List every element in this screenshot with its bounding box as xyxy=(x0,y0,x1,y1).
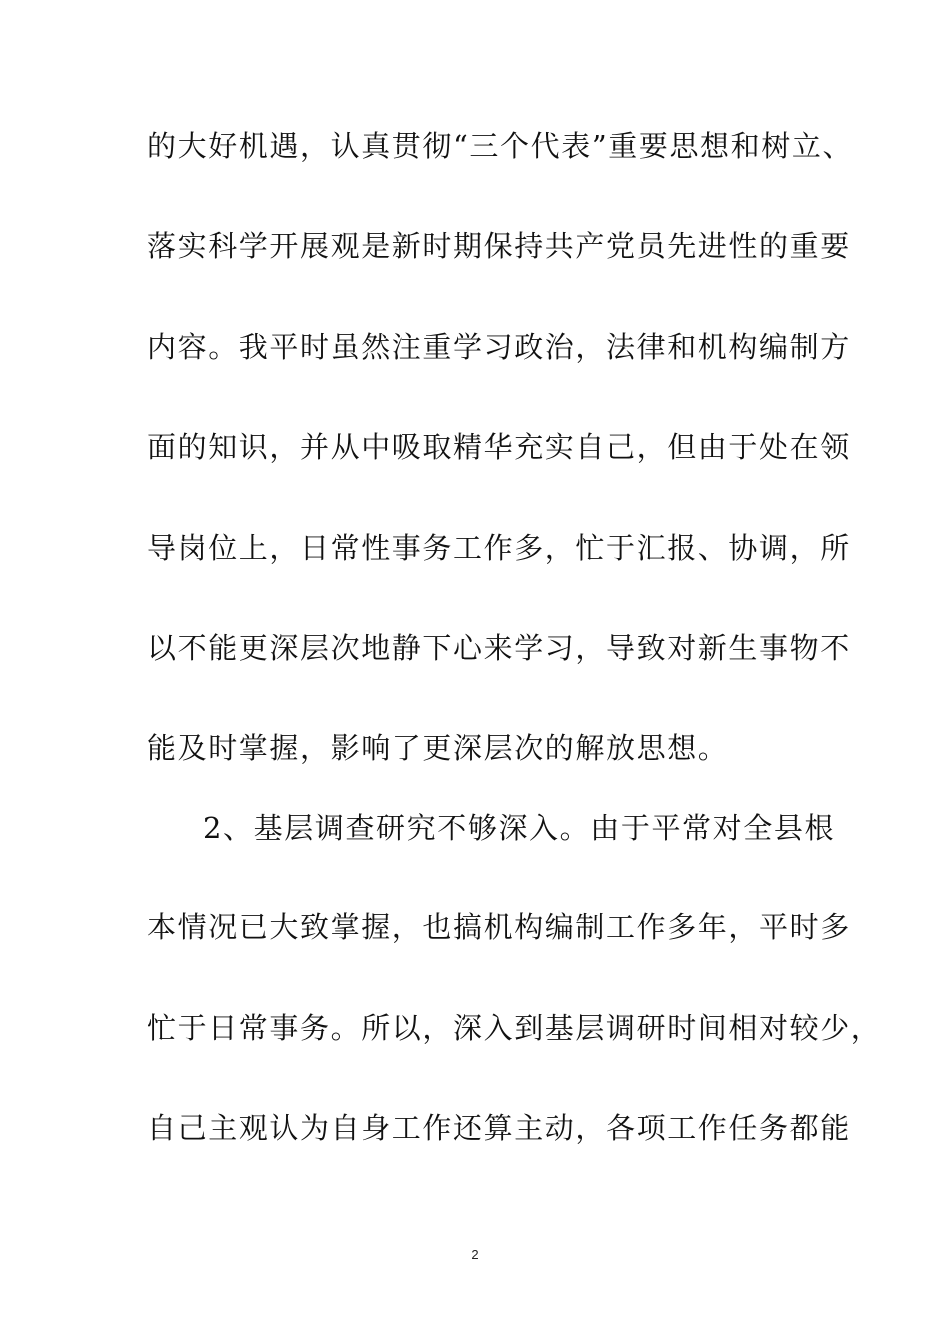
text-line-5: 导岗位上，日常性事务工作多，忙于汇报、协调，所 xyxy=(147,531,851,565)
text-line-2: 落实科学开展观是新时期保持共产党员先进性的重要 xyxy=(147,229,851,263)
text-line-4: 面的知识，并从中吸取精华充实自己，但由于处在领 xyxy=(147,430,851,464)
paragraph-heading-2: 2、基层调查研究不够深入。由于平常对全县根 xyxy=(203,811,836,845)
page-number: 2 xyxy=(471,1247,479,1262)
text-line-1: 的大好机遇，认真贯彻“三个代表”重要思想和树立、 xyxy=(147,129,854,163)
text-line-3: 内容。我平时虽然注重学习政治，法律和机构编制方 xyxy=(147,330,851,364)
text-line-6: 以不能更深层次地静下心来学习，导致对新生事物不 xyxy=(147,631,851,665)
text-line-10: 忙于日常事务。所以，深入到基层调研时间相对较少， xyxy=(147,1011,882,1045)
text-line-11: 自己主观认为自身工作还算主动，各项工作任务都能 xyxy=(147,1111,851,1145)
text-line-7: 能及时掌握，影响了更深层次的解放思想。 xyxy=(147,731,729,765)
text-line-9: 本情况已大致掌握，也搞机构编制工作多年，平时多 xyxy=(147,910,851,944)
